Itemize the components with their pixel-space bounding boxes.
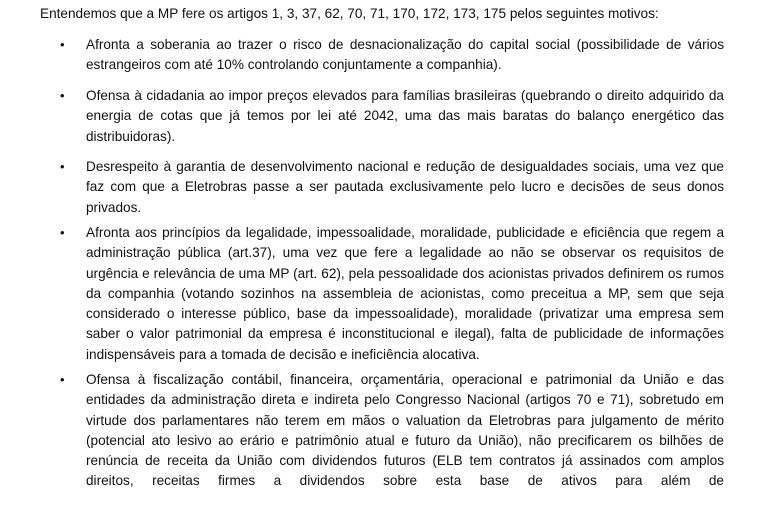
list-item: [60, 157, 724, 218]
list-item-text: Desrespeito à garantia de desenvolvimento nacional e redução de desigualdades sociais, uma vez que faz com que a Eletrobras passe a ser pautada exclusivamente pelo lucro e decisões de seus donos privados.: [86, 159, 724, 215]
bullet-icon: •: [60, 372, 65, 387]
intro-paragraph: Entendemos que a MP fere os artigos 1, 3, 37, 62, 70, 71, 170, 172, 173, 175 pelos seguintes motivos:: [40, 6, 659, 21]
list-item-text: Afronta a soberania ao trazer o risco de desnacionalização do capital social (possibilidade de vários estrangeiros com até 10% controlando conjuntamente a companhia).: [86, 37, 724, 73]
list-item: [60, 86, 724, 147]
bullet-icon: •: [60, 88, 65, 103]
list-item: [60, 223, 724, 365]
list-item-text: Ofensa à cidadania ao impor preços elevados para famílias brasileiras (quebrando o direito adquirido da energia de cotas que já temos por lei até 2042, uma das mais baratas do balanço energético das distribuidoras).: [86, 88, 724, 144]
list-item: [60, 35, 724, 76]
bullet-icon: •: [60, 37, 65, 52]
bullet-icon: •: [60, 159, 65, 174]
list-item-text: Ofensa à fiscalização contábil, financeira, orçamentária, operacional e patrimonial da União e das entidades da administração direta e indireta pelo Congresso Nacional (artigos 70 e 71), sobretudo em virtude dos parlamentares não terem em mãos o valuation da Eletrobras para julgamento de mérito (potencial ato lesivo ao erário e patrimônio atual e futuro da União), não precificarem os bilhões de renúncia de receita da União com dividendos futuros (ELB tem contratos já assinados com amplos direitos, receitas firmes a dividendos sobre esta base de ativos para além de: [86, 372, 724, 489]
list-item-text: Afronta aos princípios da legalidade, impessoalidade, moralidade, publicidade e eficiência que regem a administração pública (art.37), uma vez que fere a legalidade ao não se observar os requisitos de urgência e relevância de uma MP (art. 62), pela pessoalidade dos acionistas privados definirem os rumos da companhia (votando sozinhos na assembleia de acionistas, como preceitua a MP, sem que seja considerado o interesse público, base da impessoalidade), moralidade (privatizar uma empresa sem saber o valor patrimonial da empresa é inconstitucional e ilegal), falta de publicidade de informações indispensáveis para a tomada de decisão e ineficiência alocativa.: [86, 225, 724, 362]
bullet-icon: •: [60, 225, 65, 240]
list-item: [60, 370, 724, 492]
